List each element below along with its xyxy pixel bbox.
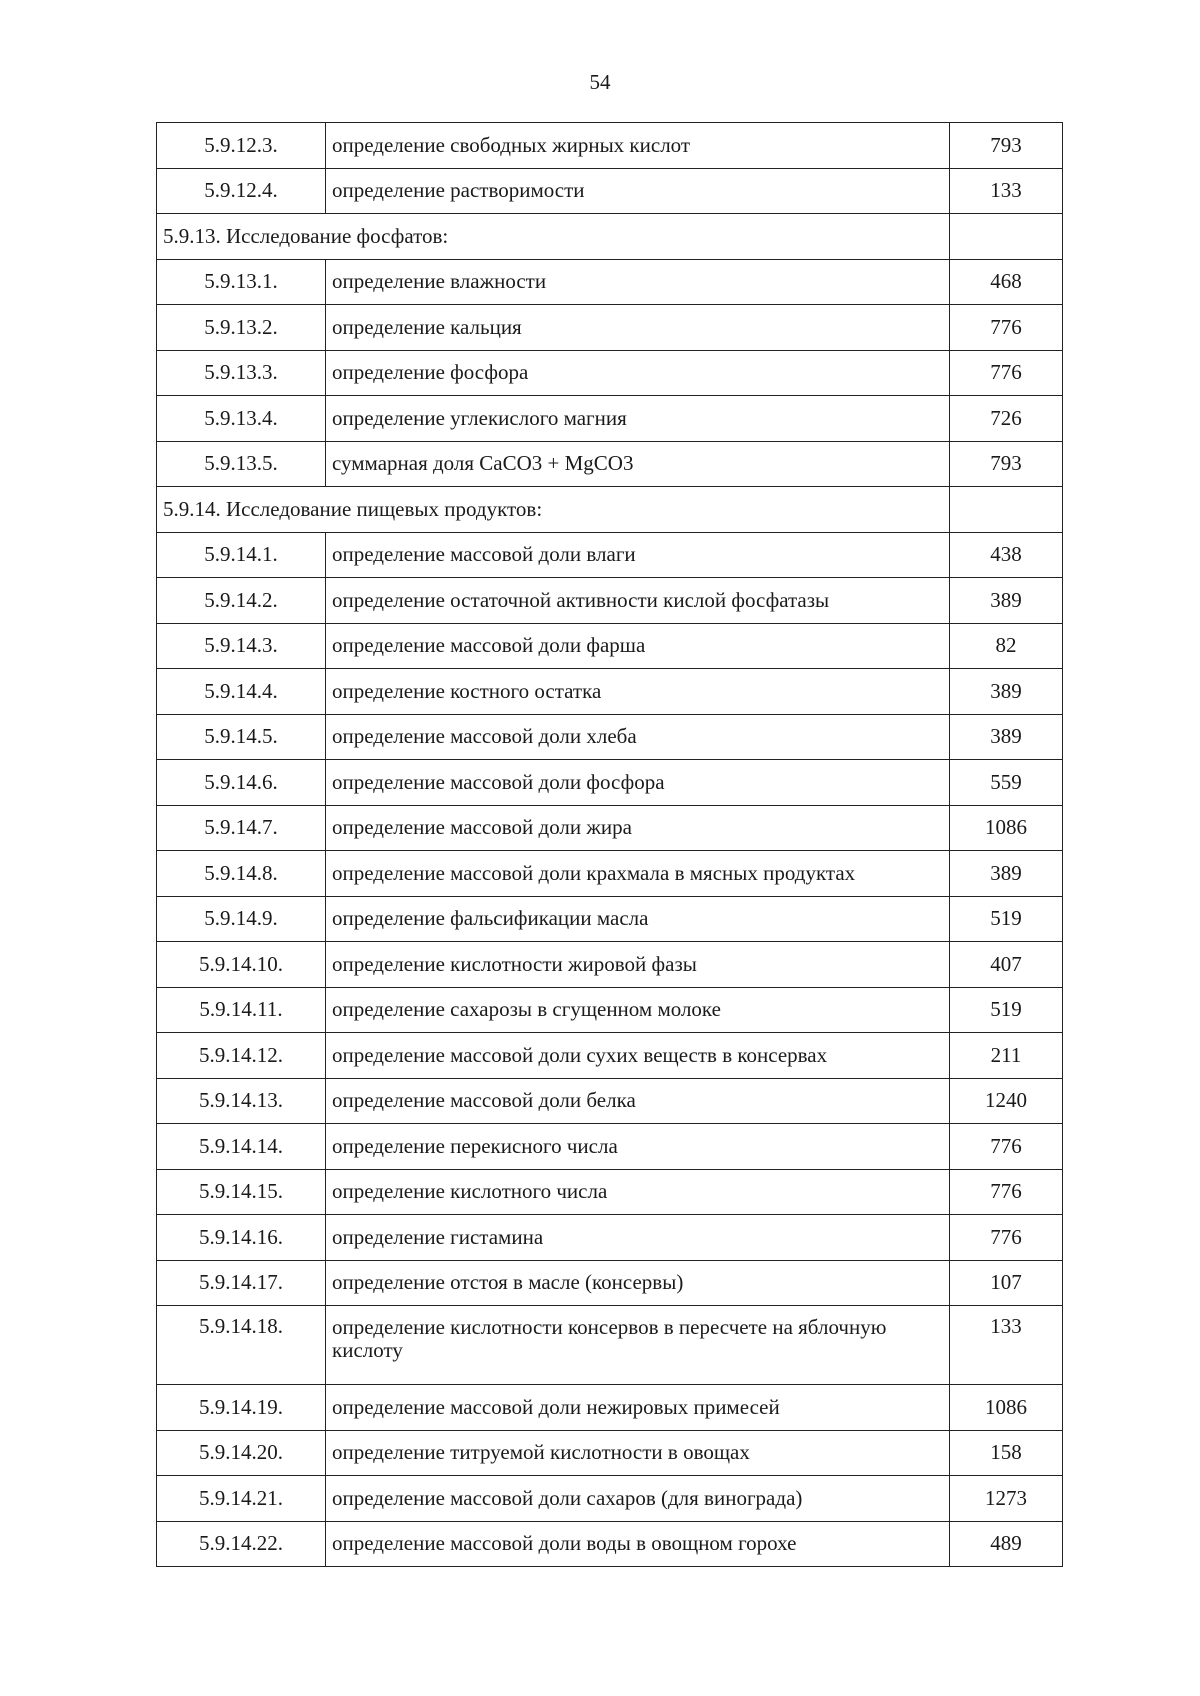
item-name: определение фосфора — [326, 350, 950, 396]
item-price: 489 — [950, 1521, 1063, 1567]
item-name: определение массовой доли фосфора — [326, 760, 950, 806]
table-row — [157, 1169, 1063, 1215]
table-row — [157, 669, 1063, 715]
table-row — [157, 760, 1063, 806]
item-number: 5.9.14.16. — [157, 1215, 326, 1261]
item-number: 5.9.14.14. — [157, 1124, 326, 1170]
item-number: 5.9.14.9. — [157, 896, 326, 942]
item-name: определение массовой доли воды в овощном горохе — [326, 1521, 950, 1567]
item-name: определение массовой доли фарша — [326, 623, 950, 669]
item-price: 1273 — [950, 1476, 1063, 1522]
item-number: 5.9.13.4. — [157, 396, 326, 442]
item-price: 82 — [950, 623, 1063, 669]
item-name: определение кальция — [326, 305, 950, 351]
section-row — [157, 487, 1063, 533]
item-price: 158 — [950, 1430, 1063, 1476]
item-price: 726 — [950, 396, 1063, 442]
item-name: определение свободных жирных кислот — [326, 123, 950, 169]
item-number: 5.9.14.1. — [157, 532, 326, 578]
item-name: определение перекисного числа — [326, 1124, 950, 1170]
item-name: определение массовой доли сухих веществ в консервах — [326, 1033, 950, 1079]
item-price: 107 — [950, 1260, 1063, 1306]
item-name: определение массовой доли жира — [326, 805, 950, 851]
table-row — [157, 987, 1063, 1033]
item-name: определение фальсификации масла — [326, 896, 950, 942]
item-number: 5.9.14.17. — [157, 1260, 326, 1306]
item-name: определение массовой доли крахмала в мясных продуктах — [326, 851, 950, 897]
item-name: суммарная доля CaCO3 + MgCO3 — [326, 441, 950, 487]
item-number: 5.9.14.8. — [157, 851, 326, 897]
item-price: 776 — [950, 1215, 1063, 1261]
item-name: определение массовой доли белка — [326, 1078, 950, 1124]
table-row — [157, 441, 1063, 487]
section-title: 5.9.14. Исследование пищевых продуктов: — [157, 487, 950, 533]
item-number: 5.9.14.7. — [157, 805, 326, 851]
table-row — [157, 1306, 1063, 1385]
item-number: 5.9.13.5. — [157, 441, 326, 487]
item-name: определение массовой доли влаги — [326, 532, 950, 578]
table-row — [157, 1078, 1063, 1124]
table-row — [157, 623, 1063, 669]
item-price: 389 — [950, 669, 1063, 715]
item-price: 407 — [950, 942, 1063, 988]
item-name: определение отстоя в масле (консервы) — [326, 1260, 950, 1306]
item-number: 5.9.14.4. — [157, 669, 326, 715]
item-price: 389 — [950, 714, 1063, 760]
item-number: 5.9.14.11. — [157, 987, 326, 1033]
item-name: определение массовой доли нежировых примесей — [326, 1385, 950, 1431]
page-number: 54 — [589, 70, 611, 94]
table-row — [157, 1476, 1063, 1522]
item-number: 5.9.14.21. — [157, 1476, 326, 1522]
item-number: 5.9.13.2. — [157, 305, 326, 351]
item-price: 519 — [950, 896, 1063, 942]
table-row — [157, 578, 1063, 624]
table-body — [157, 123, 1063, 1567]
item-name: определение влажности — [326, 259, 950, 305]
item-number: 5.9.14.10. — [157, 942, 326, 988]
item-price: 776 — [950, 350, 1063, 396]
item-name: определение костного остатка — [326, 669, 950, 715]
item-number: 5.9.14.20. — [157, 1430, 326, 1476]
item-name: определение массовой доли хлеба — [326, 714, 950, 760]
item-price: 133 — [950, 1306, 1063, 1385]
item-price: 1086 — [950, 805, 1063, 851]
item-number: 5.9.14.3. — [157, 623, 326, 669]
section-price-cell — [950, 214, 1063, 260]
item-price: 776 — [950, 1169, 1063, 1215]
item-name: определение растворимости — [326, 168, 950, 214]
table-row — [157, 1385, 1063, 1431]
item-name: определение остаточной активности кислой фосфатазы — [326, 578, 950, 624]
table-row — [157, 1033, 1063, 1079]
item-number: 5.9.13.3. — [157, 350, 326, 396]
table-row — [157, 714, 1063, 760]
item-price: 389 — [950, 578, 1063, 624]
price-table — [156, 122, 1063, 1567]
table-row — [157, 1215, 1063, 1261]
item-price: 438 — [950, 532, 1063, 578]
item-number: 5.9.12.4. — [157, 168, 326, 214]
item-number: 5.9.14.19. — [157, 1385, 326, 1431]
item-price: 211 — [950, 1033, 1063, 1079]
item-number: 5.9.14.15. — [157, 1169, 326, 1215]
item-name: определение сахарозы в сгущенном молоке — [326, 987, 950, 1033]
item-name: определение массовой доли сахаров (для винограда) — [326, 1476, 950, 1522]
item-number: 5.9.12.3. — [157, 123, 326, 169]
table-row — [157, 396, 1063, 442]
table-row — [157, 805, 1063, 851]
item-name: определение кислотного числа — [326, 1169, 950, 1215]
item-number: 5.9.14.12. — [157, 1033, 326, 1079]
item-price: 133 — [950, 168, 1063, 214]
item-name: определение углекислого магния — [326, 396, 950, 442]
item-price: 1086 — [950, 1385, 1063, 1431]
item-price: 793 — [950, 441, 1063, 487]
table-row — [157, 350, 1063, 396]
table-row — [157, 1521, 1063, 1567]
item-name: определение кислотности консервов в пересчете на яблочную кислоту — [326, 1306, 950, 1385]
item-price: 519 — [950, 987, 1063, 1033]
item-price: 793 — [950, 123, 1063, 169]
table-row — [157, 896, 1063, 942]
item-number: 5.9.14.22. — [157, 1521, 326, 1567]
item-price: 468 — [950, 259, 1063, 305]
section-price-cell — [950, 487, 1063, 533]
section-title: 5.9.13. Исследование фосфатов: — [157, 214, 950, 260]
table-row — [157, 259, 1063, 305]
section-row — [157, 214, 1063, 260]
item-number: 5.9.14.5. — [157, 714, 326, 760]
table-row — [157, 942, 1063, 988]
table-row — [157, 1124, 1063, 1170]
item-number: 5.9.14.13. — [157, 1078, 326, 1124]
table-row — [157, 305, 1063, 351]
table-row — [157, 123, 1063, 169]
table-row — [157, 1430, 1063, 1476]
item-price: 776 — [950, 1124, 1063, 1170]
table-row — [157, 532, 1063, 578]
item-name: определение титруемой кислотности в овощах — [326, 1430, 950, 1476]
item-name: определение гистамина — [326, 1215, 950, 1261]
item-number: 5.9.13.1. — [157, 259, 326, 305]
table-row — [157, 1260, 1063, 1306]
item-number: 5.9.14.6. — [157, 760, 326, 806]
item-price: 559 — [950, 760, 1063, 806]
item-price: 389 — [950, 851, 1063, 897]
item-name: определение кислотности жировой фазы — [326, 942, 950, 988]
item-price: 776 — [950, 305, 1063, 351]
item-number: 5.9.14.18. — [157, 1306, 326, 1385]
item-price: 1240 — [950, 1078, 1063, 1124]
table-row — [157, 168, 1063, 214]
table-row — [157, 851, 1063, 897]
item-number: 5.9.14.2. — [157, 578, 326, 624]
